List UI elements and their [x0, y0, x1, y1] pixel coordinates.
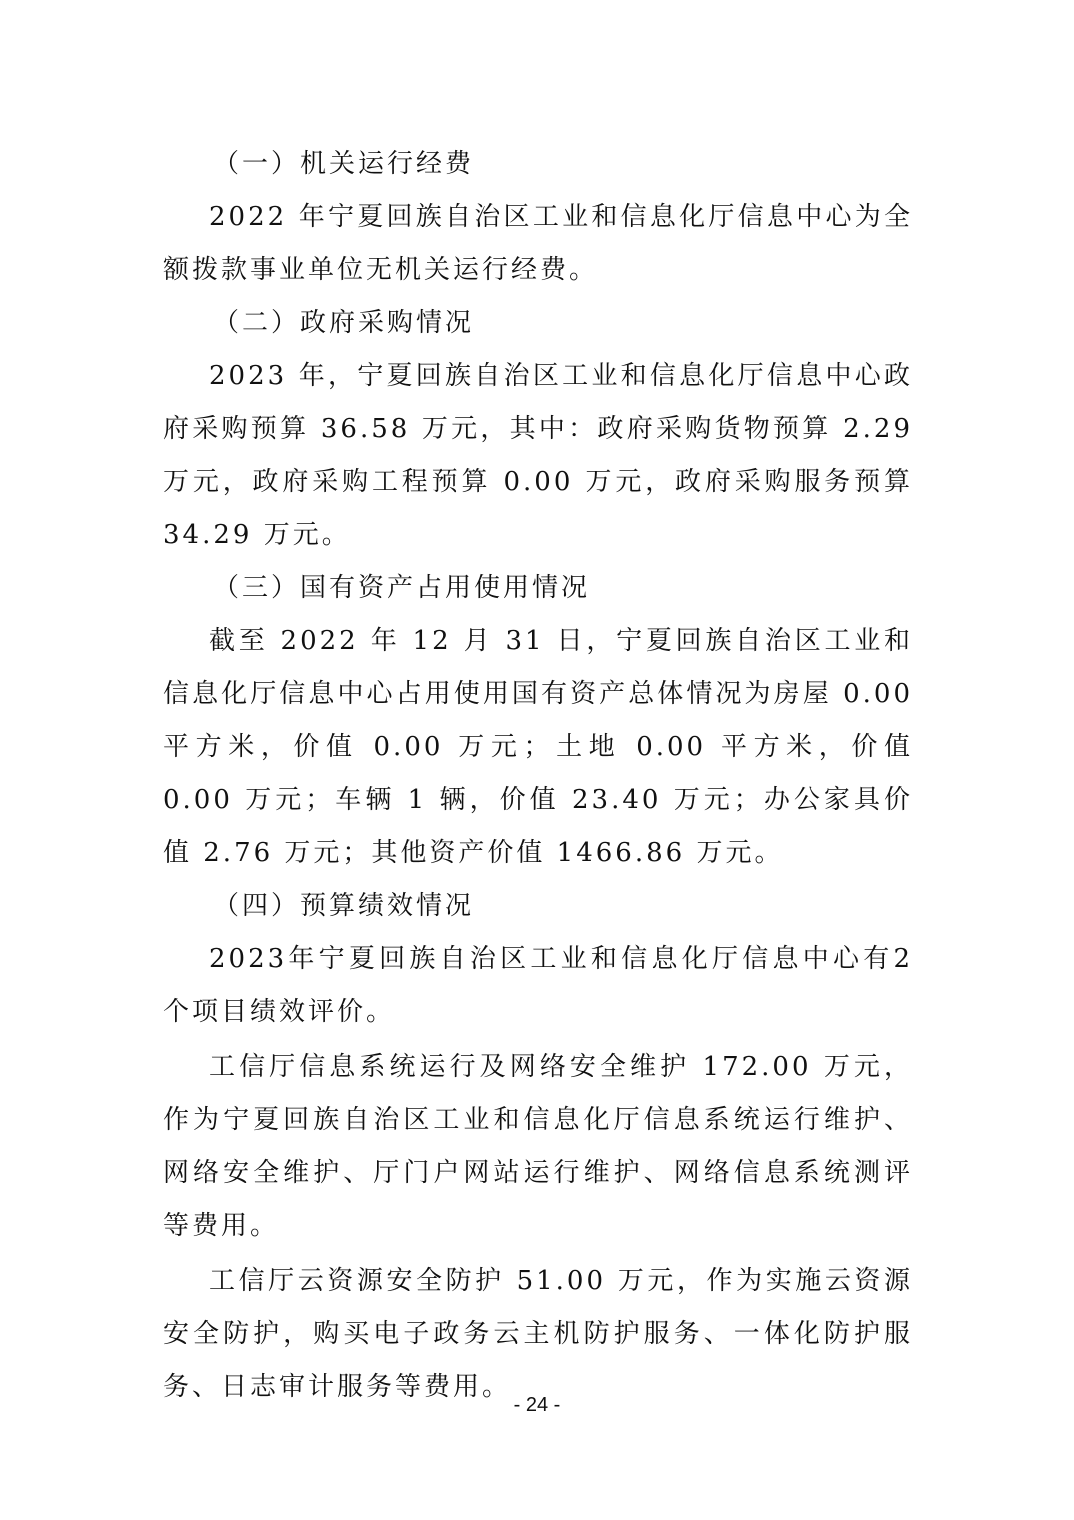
paragraph: 工信厅信息系统运行及网络安全维护 172.00 万元，作为宁夏回族自治区工业和信息化厅信息系统运行维护、网络安全维护、厅门户网站运行维护、网络信息系统测评等费用。 [163, 1052, 913, 1241]
paragraph: 2023 年，宁夏回族自治区工业和信息化厅信息中心政府采购预算 36.58 万元，其中：政府采购货物预算 2.29 万元，政府采购工程预算 0.00 万元，政府采购服务预算 34.29 万元。 [163, 361, 913, 550]
section-heading-4: （四）预算绩效情况 [213, 891, 475, 921]
section-heading-3: （三）国有资产占用使用情况 [213, 573, 591, 603]
paragraph: 截至 2022 年 12 月 31 日，宁夏回族自治区工业和信息化厅信息中心占用使用国有资产总体情况为房屋 0.00 平方米，价值 0.00 万元；土地 0.00 平方米，价值 0.00 万元；车辆 1 辆，价值 23.40 万元；办公家具价值 2.76 万元；其他资产价值 1466.86 万元。 [163, 626, 913, 868]
section-heading-2: （二）政府采购情况 [213, 308, 475, 338]
paragraph: 工信厅云资源安全防护 51.00 万元，作为实施云资源安全防护，购买电子政务云主机防护服务、一体化防护服务、日志审计服务等费用。 [163, 1266, 913, 1402]
section-heading-1: （一）机关运行经费 [213, 149, 475, 179]
paragraph: 2023年宁夏回族自治区工业和信息化厅信息中心有2个项目绩效评价。 [163, 944, 913, 1027]
page-number: - 24 - [513, 1394, 561, 1416]
document-body [163, 138, 913, 1414]
paragraph: 2022 年宁夏回族自治区工业和信息化厅信息中心为全额拨款事业单位无机关运行经费。 [163, 202, 913, 285]
